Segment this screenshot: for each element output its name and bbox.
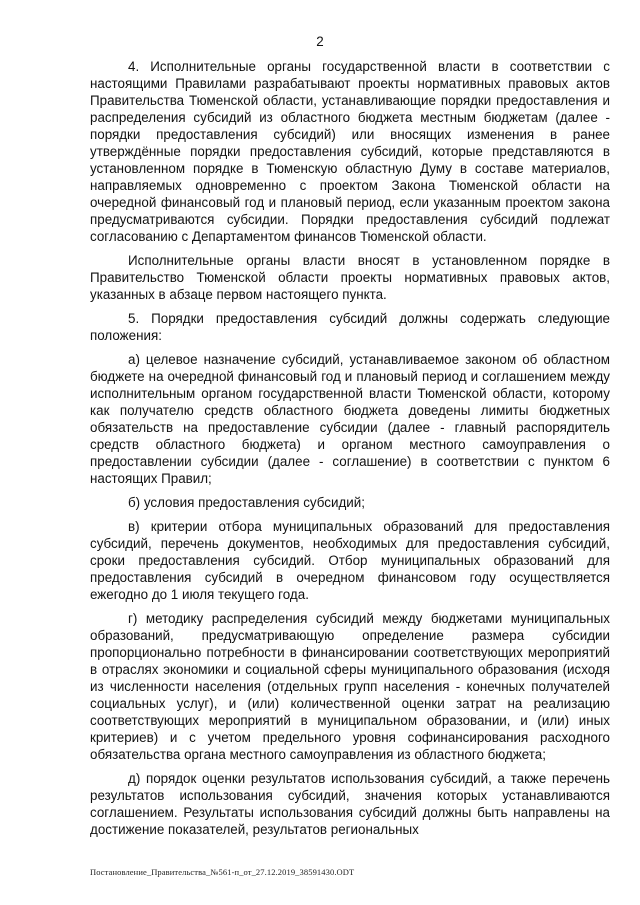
paragraph-4-second: Исполнительные органы власти вносят в установленном порядке в Правительство Тюменской области проекты нормативных правовых актов, указанных в абзаце первом настоящего пункта.	[90, 253, 610, 302]
page-number: 2	[316, 34, 324, 49]
paragraph-5d: д) порядок оценки результатов использования субсидий, а также перечень результатов использования субсидий, значения которых устанавливаются соглашением. Результаты использования субсидий должны быть направлены на достижение показателей, результатов региональных	[90, 771, 610, 837]
paragraph-5a: а) целевое назначение субсидий, устанавливаемое законом об областном бюджете на очередной финансовый год и плановый период и соглашением между исполнительным органом государственной власти Тюменской области, которому как получателю средств областного бюджета доведены лимиты бюджетных обязательств на предоставление субсидии (далее - главный распорядитель средств областного бюджета) и органом местного самоуправления о предоставлении субсидии (далее - соглашение) в соответствии с пунктом 6 настоящих Правил;	[90, 352, 610, 486]
paragraph-5: 5. Порядки предоставления субсидий должны содержать следующие положения:	[90, 311, 610, 343]
document-body	[90, 58, 610, 845]
footer-filename: Постановление_Правительства_№561-п_от_27.12.2019_38591430.ODT	[90, 867, 355, 877]
paragraph-5b: б) условия предоставления субсидий;	[128, 495, 365, 510]
paragraph-5v: в) критерии отбора муниципальных образований для предоставления субсидий, перечень документов, необходимых для предоставления субсидий, сроки предоставления субсидий. Отбор муниципальных образований для предоставления субсидий в очередном финансовом году осуществляется ежегодно до 1 июля текущего года.	[90, 519, 610, 602]
paragraph-5g: г) методику распределения субсидий между бюджетами муниципальных образований, предусматривающую определение размера субсидии пропорционально потребности в финансировании соответствующих мероприятий в отраслях экономики и социальной сферы муниципального образования (исходя из численности населения (отдельных групп населения - конечных получателей социальных услуг), и (или) количественной оценки затрат на реализацию соответствующих мероприятий в муниципальном образовании, и (или) иных критериев) и с учетом предельного уровня софинансирования расходного обязательства органа местного самоуправления из областного бюджета;	[90, 611, 610, 762]
paragraph-4: 4. Исполнительные органы государственной власти в соответствии с настоящими Правилами разрабатывают проекты нормативных правовых актов Правительства Тюменской области, устанавливающие порядки предоставления и распределения субсидий из областного бюджета местным бюджетам (далее - порядки предоставления субсидий) или вносящих изменения в ранее утверждённые порядки предоставления субсидий, которые представляются в установленном порядке в Тюменскую областную Думу в составе материалов, направляемых одновременно с проектом Закона Тюменской области на очередной финансовый год и плановый период, если указанным проектом закона предусматриваются субсидии. Порядки предоставления субсидий подлежат согласованию с Департаментом финансов Тюменской области.	[90, 59, 610, 244]
